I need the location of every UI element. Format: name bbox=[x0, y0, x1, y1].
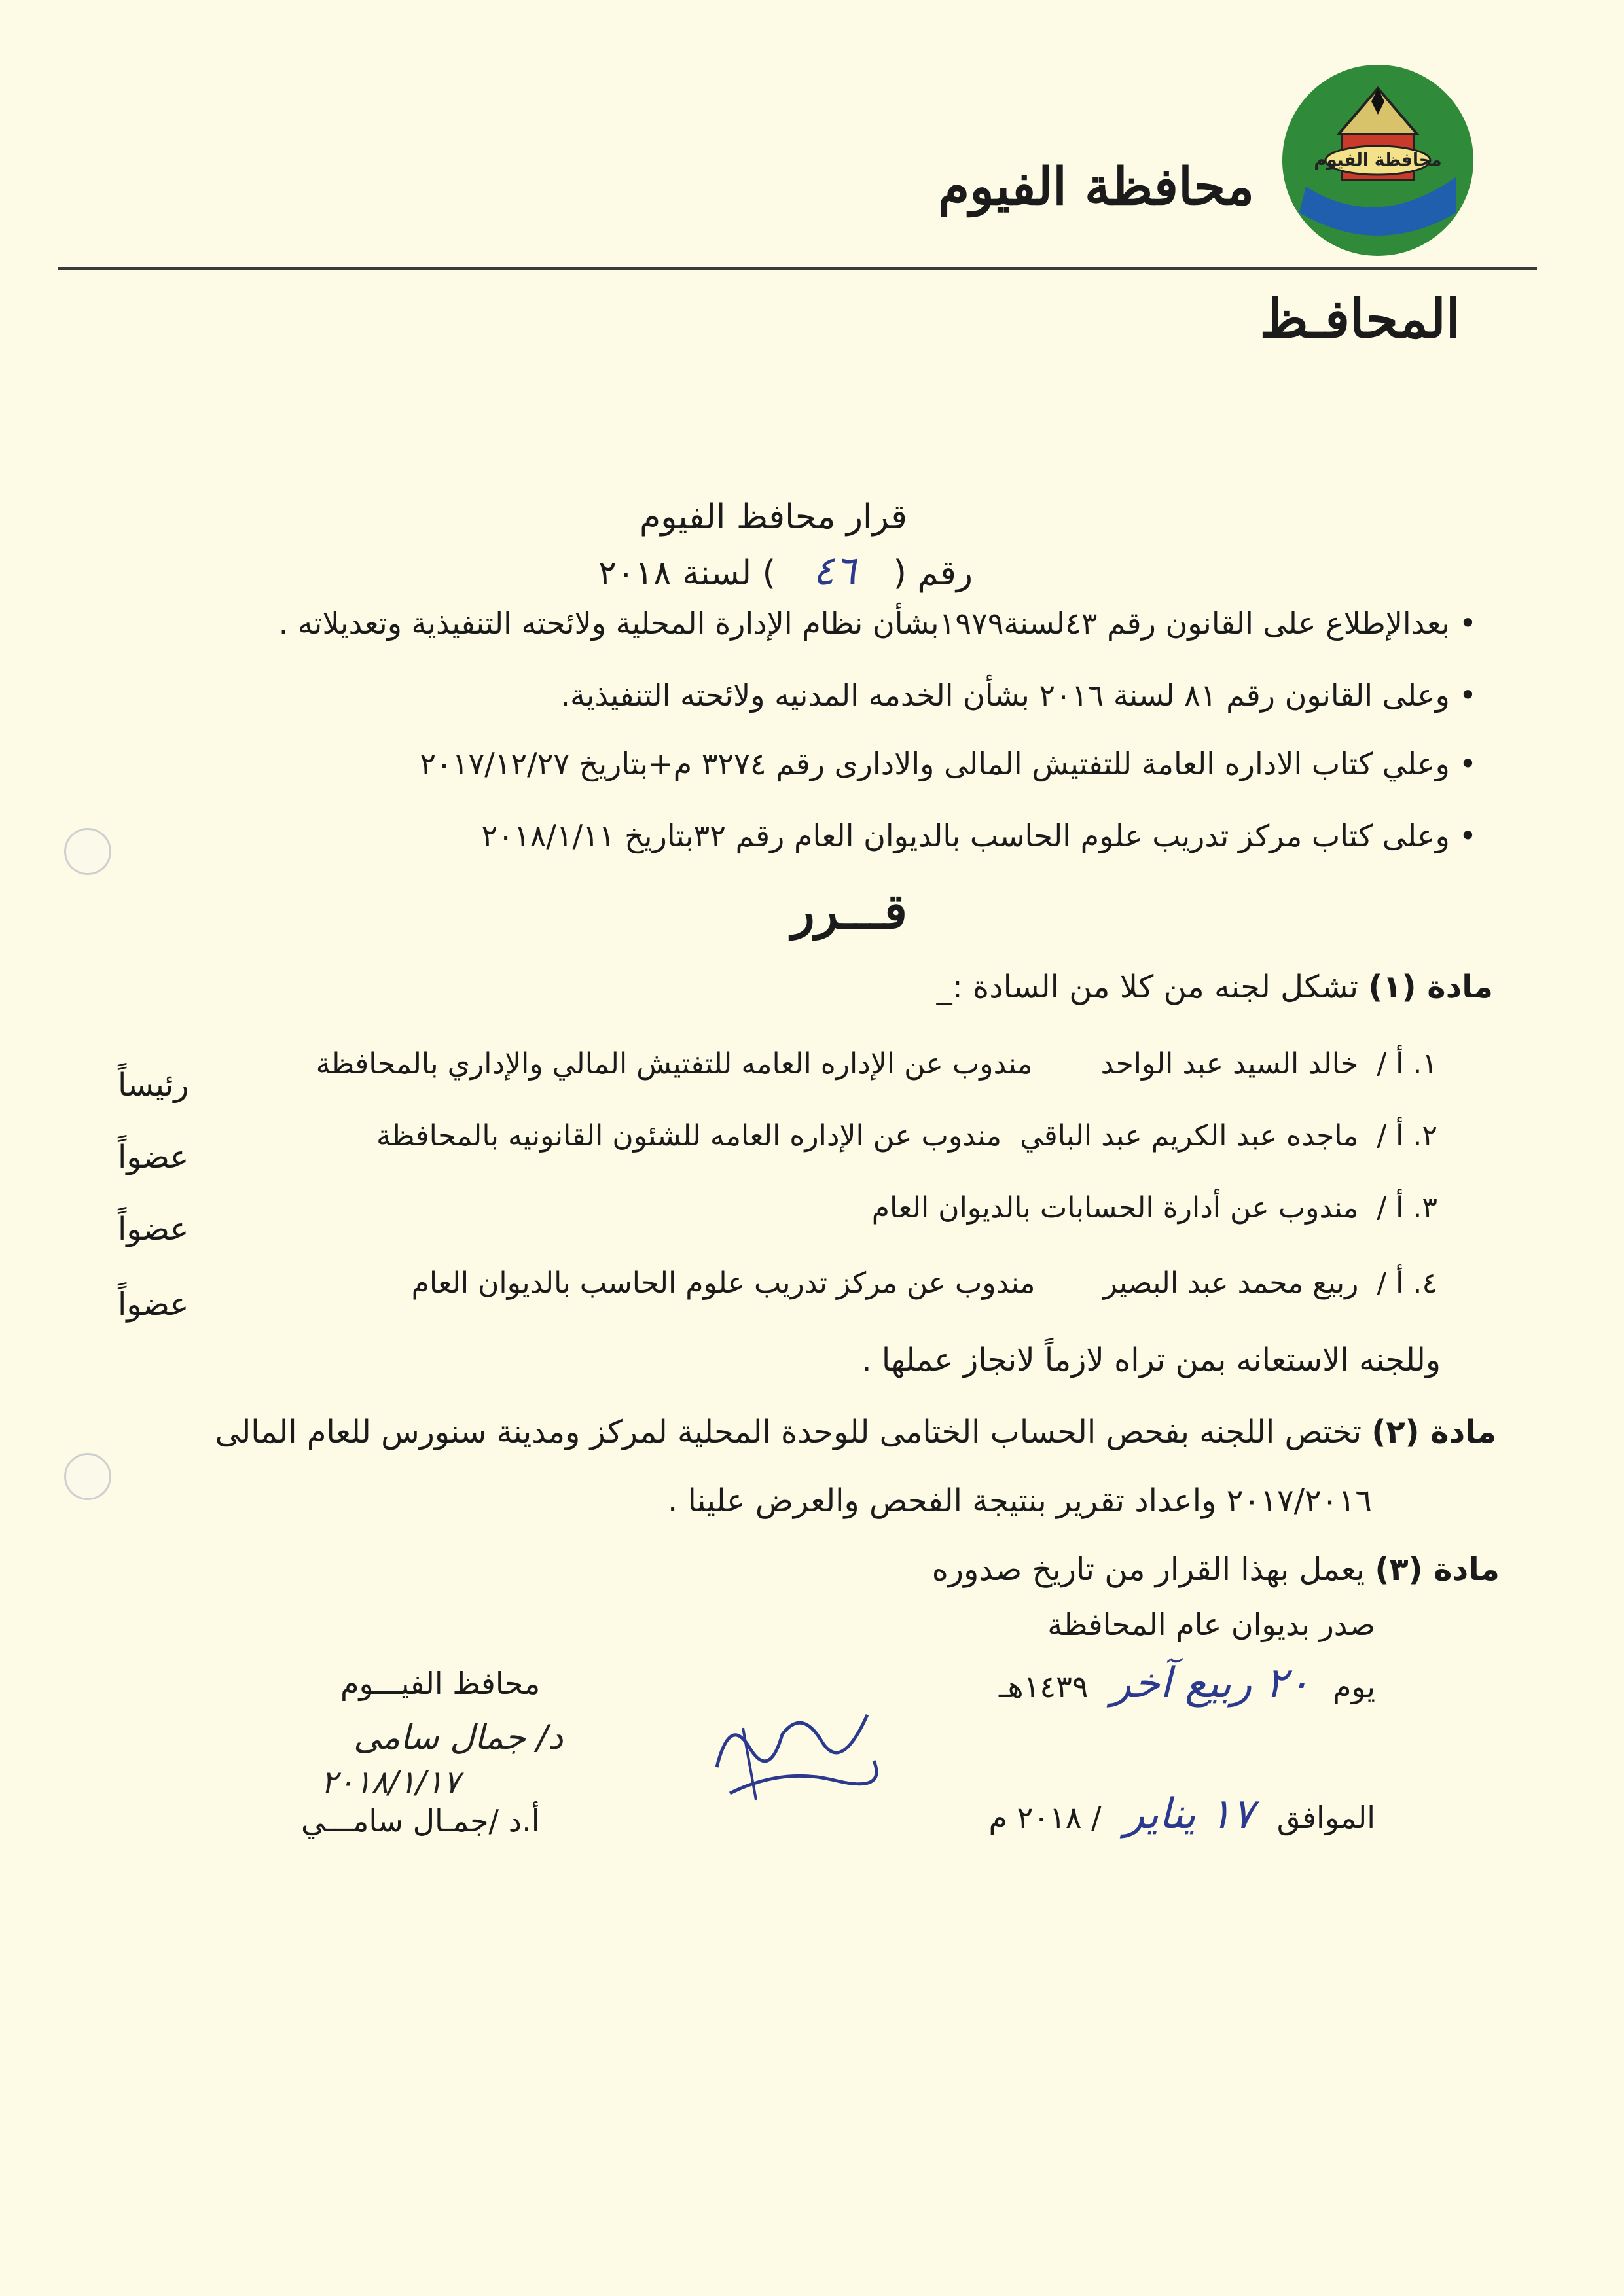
member-2-number: ٢. أ / bbox=[1377, 1119, 1437, 1153]
signature-printed-name: أ.د /جمـال سامـــي bbox=[301, 1803, 540, 1839]
issued-day-label: يوم bbox=[1332, 1669, 1375, 1704]
preamble-line-3: • وعلي كتاب الاداره العامة للتفتيش المالى والادارى رقم ٣٢٧٤ م+بتاريخ ٢٠١٧/١٢/٢٧ bbox=[420, 746, 1477, 781]
member-4-desc: مندوب عن مركز تدريب علوم الحاسب بالديوان العام bbox=[411, 1266, 1036, 1300]
signature-handwritten-date: ٢٠١٨/١/١٧ bbox=[321, 1764, 460, 1801]
governorate-name: محافظة الفيوم bbox=[937, 157, 1254, 217]
article-1-text: تشكل لجنه من كلا من السادة :_ bbox=[936, 969, 1359, 1005]
article-2 bbox=[215, 1414, 1496, 1450]
governorate-seal-icon bbox=[1280, 62, 1476, 259]
article-1 bbox=[937, 969, 1493, 1005]
member-3 bbox=[872, 1191, 1437, 1225]
initials-signature-icon bbox=[704, 1689, 880, 1813]
decree-number-line bbox=[598, 547, 973, 594]
preamble-line-1: • بعدالإطلاع على القانون رقم ٤٣لسنة١٩٧٩بشأن نظام الإدارة المحلية ولائحته التنفيذية وتعديلاته . bbox=[279, 605, 1477, 641]
member-4 bbox=[412, 1266, 1437, 1300]
issued-hijri bbox=[999, 1659, 1375, 1708]
member-3-role: عضواً bbox=[118, 1211, 189, 1247]
member-1-desc: مندوب عن الإداره العامه للتفتيش المالي والإداري بالمحافظة bbox=[316, 1047, 1033, 1081]
issued-hijri-written: ٢٠ ربيع آخر bbox=[1111, 1659, 1310, 1708]
punch-hole bbox=[64, 1453, 111, 1500]
member-4-role: عضواً bbox=[118, 1286, 189, 1323]
seal-text: محافظة الفيوم bbox=[1314, 151, 1442, 170]
issued-gregorian bbox=[989, 1790, 1375, 1839]
member-3-desc: مندوب عن أدارة الحسابات بالديوان العام bbox=[871, 1191, 1359, 1225]
signature-handwritten-name: د/ جمال سامى bbox=[353, 1718, 564, 1757]
article-1-footer: وللجنه الاستعانه بمن تراه لازماً لانجاز عملها . bbox=[861, 1342, 1441, 1378]
member-1-role: رئيساً bbox=[118, 1067, 189, 1103]
issued-greg-label: الموافق bbox=[1276, 1800, 1375, 1835]
member-3-number: ٣. أ / bbox=[1377, 1191, 1437, 1225]
issued-greg-written: ١٧ يناير bbox=[1124, 1790, 1255, 1839]
issued-hijri-year: ١٤٣٩هـ bbox=[998, 1669, 1089, 1704]
article-3-label: مادة (٣) bbox=[1375, 1551, 1500, 1588]
member-1-number: ١. أ / bbox=[1377, 1047, 1437, 1081]
article-3-text: يعمل بهذا القرار من تاريخ صدوره bbox=[931, 1551, 1365, 1588]
member-2 bbox=[376, 1119, 1437, 1153]
decree-number: ٤٦ bbox=[812, 547, 857, 594]
preamble-line-4: • وعلى كتاب مركز تدريب علوم الحاسب بالديوان العام رقم ٣٢بتاريخ ٢٠١٨/١/١١ bbox=[482, 818, 1477, 853]
preamble-line-2: • وعلى القانون رقم ٨١ لسنة ٢٠١٦ بشأن الخدمه المدنيه ولائحته التنفيذية. bbox=[560, 677, 1477, 713]
issued-greg-year: / ٢٠١٨ م bbox=[988, 1800, 1102, 1835]
decree-number-suffix: ) لسنة ٢٠١٨ bbox=[598, 554, 776, 593]
header-rule bbox=[58, 267, 1537, 270]
article-1-label: مادة (١) bbox=[1368, 969, 1493, 1005]
decree-title: قرار محافظ الفيوم bbox=[640, 497, 907, 537]
article-2-line-2: ٢٠١٧/٢٠١٦ واعداد تقرير بنتيجة الفحص والعرض علينا . bbox=[667, 1482, 1372, 1519]
member-2-name: ماجده عبد الكريم عبد الباقي bbox=[1020, 1119, 1359, 1153]
article-2-label: مادة (٢) bbox=[1371, 1414, 1496, 1450]
member-4-name: ربيع محمد عبد البصير bbox=[1103, 1266, 1359, 1300]
article-3 bbox=[932, 1551, 1500, 1588]
signature-title: محافظ الفيـــوم bbox=[340, 1666, 541, 1701]
decree-number-prefix: رقم ( bbox=[893, 554, 973, 593]
punch-hole bbox=[64, 828, 111, 875]
issued-place: صدر بديوان عام المحافظة bbox=[1047, 1607, 1375, 1642]
member-4-number: ٤. أ / bbox=[1377, 1266, 1437, 1300]
member-1-name: خالد السيد عبد الواحد bbox=[1100, 1047, 1359, 1081]
member-2-desc: مندوب عن الإداره العامه للشئون القانونيه بالمحافظة bbox=[376, 1119, 1002, 1153]
article-2-line-1: تختص اللجنه بفحص الحساب الختامى للوحدة المحلية لمركز ومدينة سنورس للعام المالى bbox=[215, 1414, 1362, 1450]
member-1 bbox=[316, 1047, 1437, 1081]
member-2-role: عضواً bbox=[118, 1139, 189, 1175]
office-title: المحافـظ bbox=[1259, 288, 1460, 350]
decided-heading: قـــرر bbox=[791, 884, 907, 940]
